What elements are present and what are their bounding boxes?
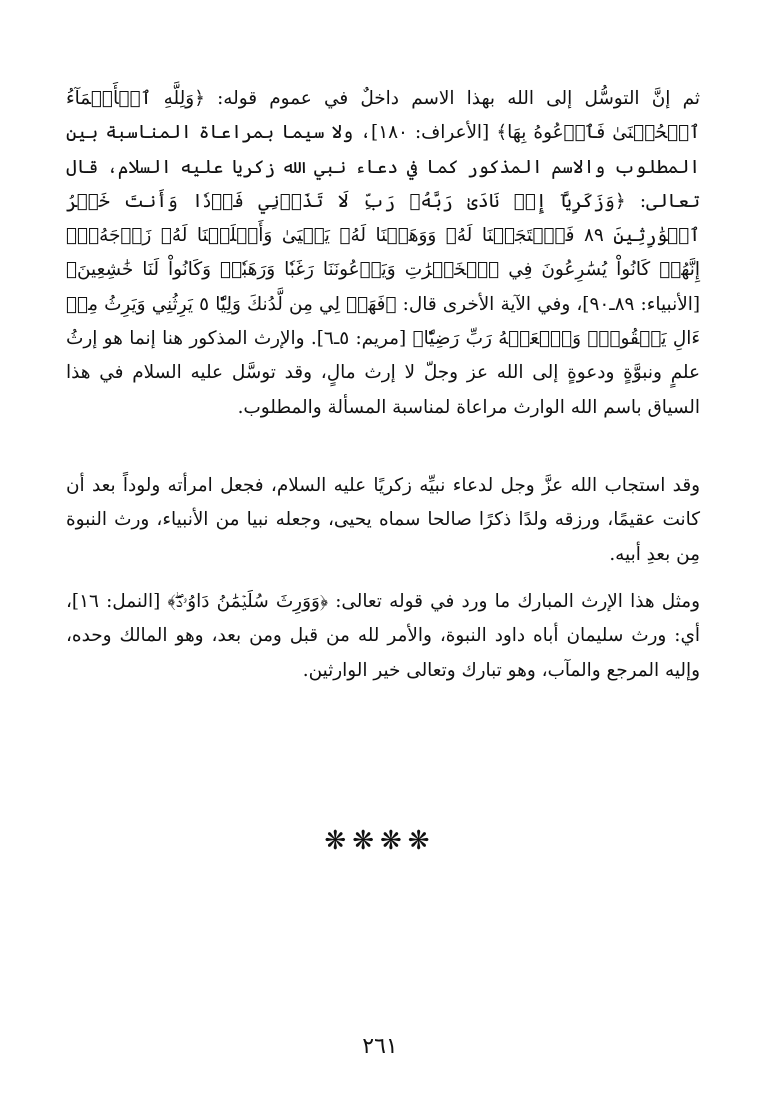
page-number: ٢٦١ (362, 1034, 398, 1059)
paragraph-2: وقد استجاب الله عزَّ وجل لدعاء نبيِّه زكريًا عليه السلام، فجعل امرأته ولوداً بعد أن كانت عقيمًا، ورزقه ولدًا ذكرًا صالحا سماه يحيى، وجعله نبيا من الأنبياء، ورث النبوة مِن بعدِ أبيه. (66, 475, 700, 565)
paragraph-3: ومثل هذا الإرث المبارك ما ورد في قوله تعالى: ﴿وَوَرِثَ سُلَيۡمَٰنُ دَاوُۥدَۖ﴾ [النمل: ١٦]، أي: ورث سليمان أباه داود النبوة، والأمر لله من قبل ومن بعد، وهو المالك وحده، وإليه المرجع والمآب، وهو تبارك وتعالى خير الوارثين. (66, 591, 700, 681)
page-body (66, 82, 700, 688)
paragraph-1: ثم إنَّ التوسُّل إلى الله بهذا الاسم داخلٌ في عموم قوله: ﴿وَلِلَّهِ ٱلۡأَسۡمَآءُ ٱلۡحُسۡنَىٰ فَٱدۡعُوهُ بِهَا﴾ [الأعراف: ١٨٠]، ولا سيما بمراعاة المناسبة بين المطلوب والاسم المذكور كما في دعاء نبي الله زكريا عليه السلام، قال تعالى: ﴿وَزَكَرِيَّآ إِذۡ نَادَىٰ رَبَّهُۥ رَبِّ لَا تَذَرۡنِي فَرۡدٗا وَأَنتَ خَيۡرُ ٱلۡوَٰرِثِينَ ٨٩ فَٱسۡتَجَبۡنَا لَهُۥ وَوَهَبۡنَا لَهُۥ يَحۡيَىٰ وَأَصۡلَحۡنَا لَهُۥ زَوۡجَهُۥٓۚ إِنَّهُمۡ كَانُواْ يُسَٰرِعُونَ فِي ٱلۡخَيۡرَٰتِ وَيَدۡعُونَنَا رَغَبٗا وَرَهَبٗاۖ وَكَانُواْ لَنَا خَٰشِعِينَ﴾ [الأنبياء: ٨٩ـ٩٠]، وفي الآية الأخرى قال: ﴿فَهَبۡ لِي مِن لَّدُنكَ وَلِيّٗا ٥ يَرِثُنِي وَيَرِثُ مِنۡ ءَالِ يَعۡقُوبَۖ وَٱجۡعَلۡهُ رَبِّ رَضِيّٗا﴾ [مريم: ٥ـ٦]. والإرث المذكور هنا إنما هو إرثُ علمٍ ونبوَّةٍ ودعوةٍ إلى الله عز وجلّ لا إرث مالٍ، وقد توسَّل عليه السلام في هذا السياق باسم الله الوارث مراعاة لمناسبة المسألة والمطلوب. (66, 88, 701, 418)
section-separator: ❋❋❋❋ (324, 826, 436, 856)
